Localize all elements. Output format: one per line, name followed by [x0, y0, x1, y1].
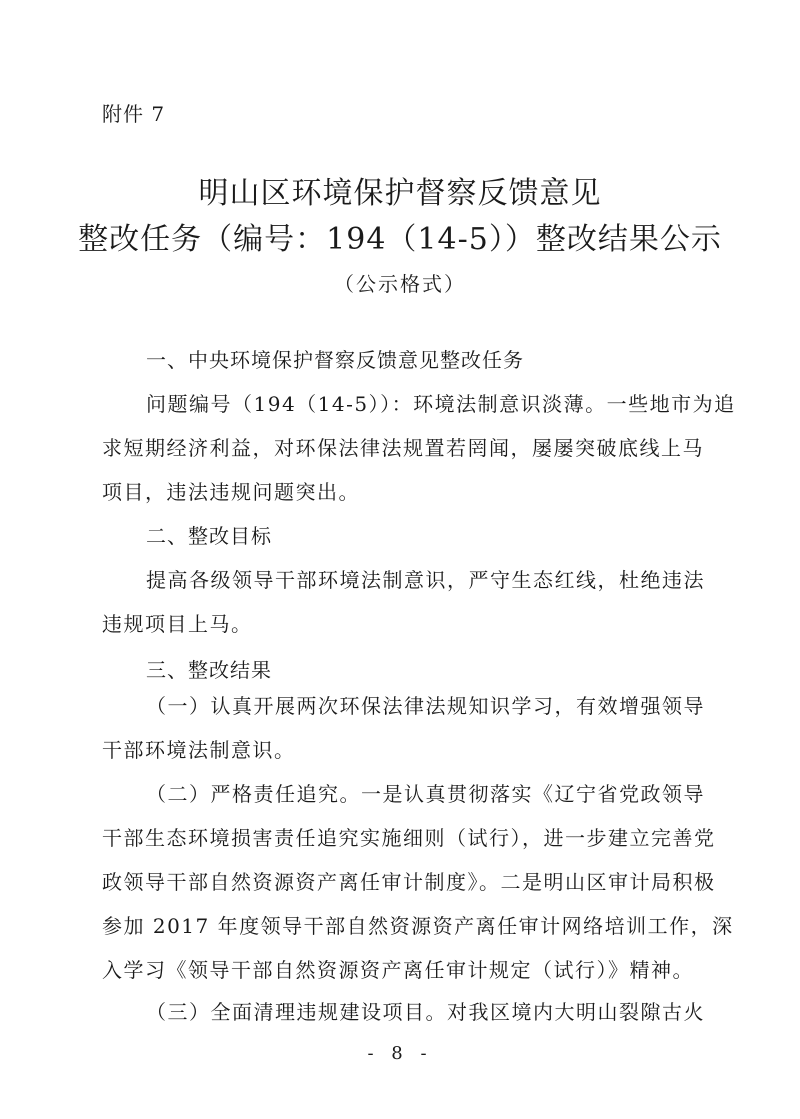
section1-line2: 求短期经济利益，对环保法律法规置若罔闻，屡屡突破底线上马: [102, 436, 704, 460]
section3-line8: （三）全面清理违规建设项目。对我区境内大明山裂隙古火: [146, 1000, 705, 1024]
section3-line3: （二）严格责任追究。一是认真贯彻落实《辽宁省党政领导: [146, 782, 705, 806]
section1-line3: 项目，违法违规问题突出。: [102, 480, 360, 504]
section1-line1: 问题编号（194（14-5））：环境法制意识淡薄。一些地市为追: [146, 392, 736, 416]
section3-line4: 干部生态环境损害责任追究实施细则（试行），进一步建立完善党: [102, 826, 716, 850]
section3-line2: 干部环境法制意识。: [102, 738, 296, 762]
page-number: - 8 -: [367, 1043, 433, 1064]
section2-line1: 提高各级领导干部环境法制意识，严守生态红线，杜绝违法: [146, 568, 705, 592]
section3-line5: 政领导干部自然资源资产离任审计制度》。二是明山区审计局积极: [102, 870, 716, 894]
section3-line1: （一）认真开展两次环保法律法规知识学习，有效增强领导: [146, 694, 705, 718]
section3-line6: 参加 2017 年度领导干部自然资源资产离任审计网络培训工作，深: [102, 914, 734, 938]
section2-heading: 二、整改目标: [146, 524, 272, 548]
section1-heading: 一、中央环境保护督察反馈意见整改任务: [146, 348, 524, 372]
document-title-line2: 整改任务（编号：194（14-5））整改结果公示: [78, 222, 722, 257]
section3-heading: 三、整改结果: [146, 658, 272, 682]
document-title-line1: 明山区环境保护督察反馈意见: [198, 176, 602, 211]
attachment-label: 附件 7: [102, 102, 166, 126]
document-subtitle: （公示格式）: [334, 272, 466, 296]
section2-line2: 违规项目上马。: [102, 612, 253, 636]
section3-line7: 入学习《领导干部自然资源资产离任审计规定（试行）》精神。: [102, 958, 694, 982]
